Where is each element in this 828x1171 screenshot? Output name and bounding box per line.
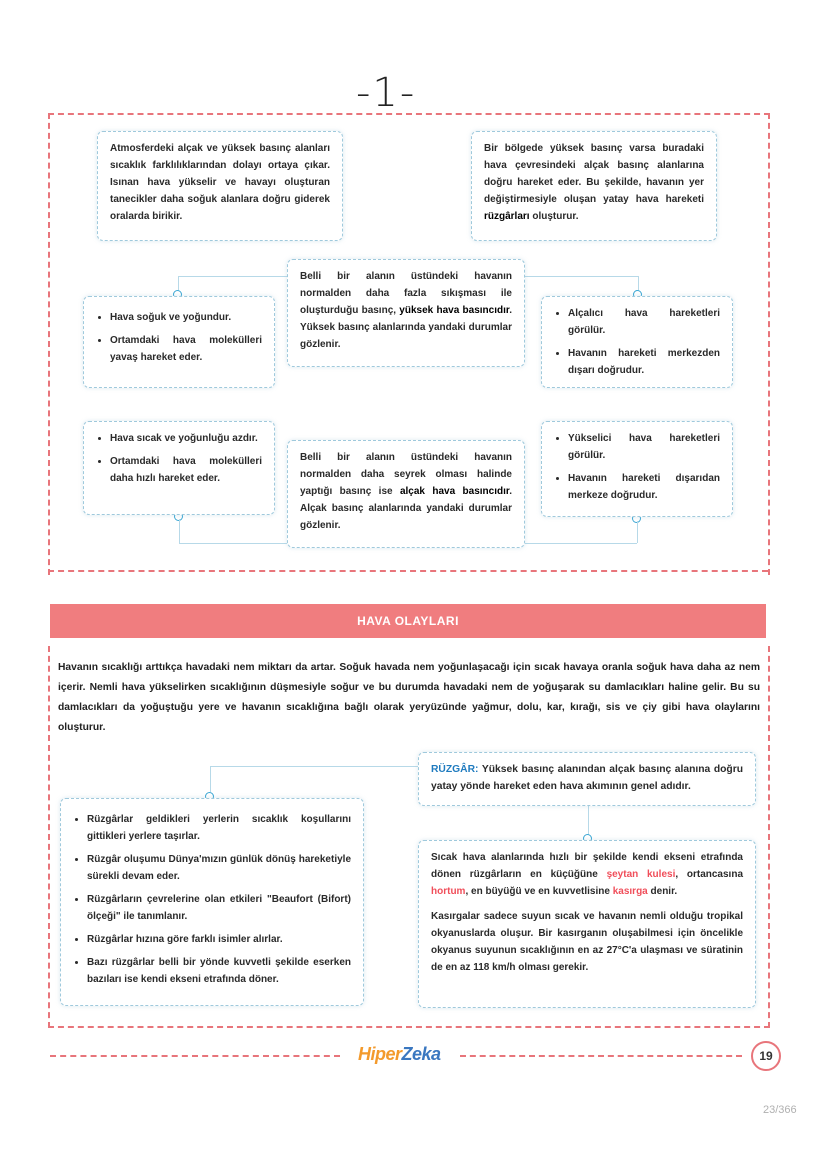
high-pressure-traits-box [83,296,275,388]
publisher-logo [358,1044,441,1065]
weather-intro-paragraph: Havanın sıcaklığı arttıkça havadaki nem miktarı da artar. Soğuk havada nem yoğunlaşacağı için sıcak havaya oranla soğuk hava daha az nem içerir. Nemli hava yükselirken sıcaklığının düşmesiyle soğur ve bu durumda havadaki nem de yoğuşarak su damlacıkları haline gelir. Bu su damlacıkları da yoğuştuğu yere ve havanın sıcaklığına bağlı olarak yeryüzünde yağmur, dolu, kar, kırağı, sis ve çiy gibi hava olaylarını oluşturur. [58,662,760,733]
connector-line [525,276,638,277]
footer-dashed-line [460,1055,742,1057]
pressure-origin-box [97,131,343,241]
wind-formation-bold: rüzgârları [484,211,530,222]
connector-line [179,543,289,544]
wind-formation-text: Bir bölgede yüksek basınç varsa buradaki hava çevresindeki alçak basınç alanlarına doğru hareket eder. Bu şekilde, havanın yer değiştirmesiyle oluşan yatay hava hareketi [484,143,704,205]
connector-line [178,276,290,277]
list-item: • Ortamdaki hava molekülleri yavaş hareket eder. [110,332,262,366]
list-item: • Rüzgâr oluşumu Dünya'mızın günlük dönüş hareketiyle sürekli devam eder. [87,851,351,885]
wind-definition-label: RÜZGÂR: [431,764,479,775]
connector-line [525,543,637,544]
pressure-origin-text: Atmosferdeki alçak ve yüksek basınç alanları sıcaklık farklılıklarından dolayı ortaya çıkar. Isınan hava yükselir ve havayı oluşturan tanecikler daha soğuk alanlara doğru giderek oralarda birikir. [110,143,330,222]
list-item: • Rüzgârların çevrelerine olan etkileri "Beaufort (Bifort) ölçeği" ile tanımlanır. [87,891,351,925]
list-item: • Hava soğuk ve yoğundur. [110,309,262,326]
list-item: • Rüzgârlar geldikleri yerlerin sıcaklık koşullarını gittikleri yerlere taşırlar. [87,811,351,845]
storm-text: , ortancasına [675,869,743,880]
low-pressure-motion-box [541,421,733,517]
list-item: • Havanın hareketi merkezden dışarı doğrudur. [568,345,720,379]
storm-text: denir. [647,886,678,897]
high-pressure-box [287,259,525,367]
list-item: • Havanın hareketi dışarıdan merkeze doğrudur. [568,470,720,504]
connector-line [179,519,180,543]
low-pressure-bold: alçak hava basıncıdır [399,486,510,497]
storm-text: Sıcak hava alanlarında hızlı bir şekilde kendi ekseni etrafında dönen rüzgârların en küçüğüne [431,852,743,880]
connector-line [637,521,638,543]
storm-types-box [418,840,756,1008]
low-pressure-text-end: . Alçak basınç alanlarında yandaki durumlar gözlenir. [300,486,512,531]
tornado-term: hortum [431,886,466,897]
handwritten-page-number: -1- [356,70,417,116]
page-number-badge: 19 [751,1041,781,1071]
low-pressure-traits-box [83,421,275,515]
connector-line [210,766,418,767]
top-section-frame-bottom [48,570,768,572]
wind-definition-box [418,752,756,806]
low-pressure-text: Belli bir alanın üstündeki havanın normalden daha seyrek olması halinde yaptığı basınç ise [300,452,512,497]
dust-devil-term: şeytan kulesi [606,869,676,880]
hurricane-term: kasırga [612,886,648,897]
logo-part: Zeka [401,1044,441,1064]
list-item: • Rüzgârlar hızına göre farklı isimler alırlar. [87,931,351,948]
wind-definition-text: Yüksek basınç alanından alçak basınç alanına doğru yatay yönde hareket eden hava akımının genel adıdır. [431,764,743,792]
high-pressure-text: Belli bir alanın üstündeki havanın normalden daha fazla sıkışması ile oluşturduğu basınç, [300,271,512,316]
wind-formation-box [471,131,717,241]
storm-text: , en büyüğü ve en kuvvetlisine [465,886,613,897]
list-item: • Ortamdaki hava molekülleri daha hızlı hareket eder. [110,453,262,487]
connector-line [210,766,211,792]
logo-part: Hiper [358,1044,402,1064]
high-pressure-motion-box [541,296,733,388]
storm-paragraph-2: Kasırgalar sadece suyun sıcak ve havanın nemli olduğu tropikal okyanuslarda oluşur. Bir kasırganın oluşabilmesi için öncelikle okyanus suyunun sıcaklığının en az 27°C'a ulaşması ve süratinin de en az 118 km/h olması gerekir. [431,911,743,973]
footer-dashed-line [50,1055,340,1057]
wind-formation-text-end: oluşturur. [529,211,579,222]
high-pressure-text-end: . Yüksek basınç alanlarında yandaki durumlar gözlenir. [300,305,512,350]
storm-paragraph-1 [431,849,743,900]
high-pressure-bold: yüksek hava basıncıdır [399,305,510,316]
wind-facts-box [60,798,364,1006]
list-item: • Yükselici hava hareketleri görülür. [568,430,720,464]
list-item: • Alçalıcı hava hareketleri görülür. [568,305,720,339]
section-title-band: HAVA OLAYLARI [50,604,766,638]
viewer-page-indicator: 23/366 [763,1104,797,1116]
list-item: • Hava sıcak ve yoğunluğu azdır. [110,430,262,447]
low-pressure-box [287,440,525,548]
list-item: • Bazı rüzgârlar belli bir yönde kuvvetli şekilde eserken bazıları ise kendi ekseni etrafında döner. [87,954,351,988]
connector-line [588,806,589,836]
